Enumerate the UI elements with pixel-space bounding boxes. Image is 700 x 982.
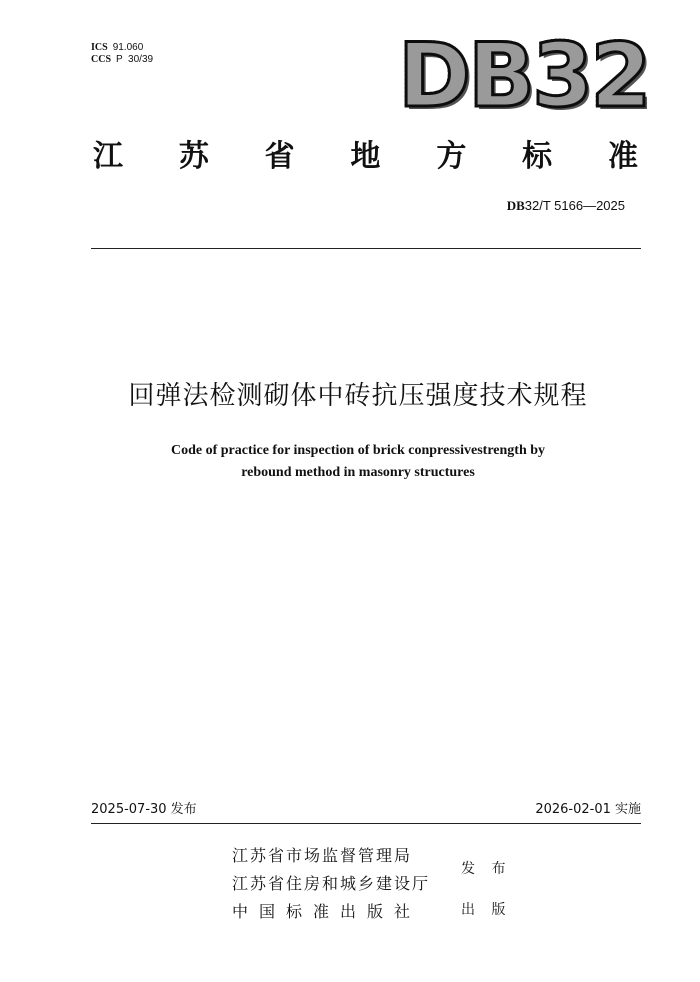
ccs-value: P 30/39 [116, 54, 154, 65]
standard-type-char: 准 [607, 139, 638, 174]
top-divider [91, 248, 641, 249]
implementation-date: 2026-02-01 实施 [535, 802, 641, 817]
standard-type-heading [93, 138, 638, 176]
standard-number-prefix: DB [506, 198, 525, 213]
standard-number-rest: 32/T 5166—2025 [524, 198, 625, 213]
standard-type-char: 标 [522, 139, 553, 174]
issue-date: 2025-07-30 发布 [91, 802, 197, 817]
publisher-name: 中国标准出版社 [232, 902, 422, 921]
bottom-divider [91, 823, 641, 824]
publish-label: 出 版 [461, 902, 512, 918]
standard-type-char: 江 [93, 139, 123, 174]
issuing-organizations [232, 842, 430, 926]
standard-type-char: 方 [436, 139, 467, 174]
ics-row [91, 42, 153, 54]
title-en-line-1: Code of practice for inspection of brick conpressivestrength by [170, 443, 546, 458]
standard-type-char: 苏 [178, 139, 209, 174]
standard-number [507, 198, 625, 214]
document-title-en [0, 440, 700, 484]
issuer-housing-construction: 江苏省住房和城乡建设厅 [232, 874, 431, 893]
classification-codes [91, 42, 153, 66]
standard-type-char: 省 [264, 139, 295, 174]
ics-value: 91.060 [112, 42, 144, 53]
issue-label: 发 布 [461, 861, 512, 877]
ics-label: ICS [91, 42, 108, 53]
title-en-line-2: rebound method in masonry structures [241, 465, 475, 480]
issuer-market-regulation: 江苏省市场监督管理局 [232, 846, 413, 865]
ccs-label: CCS [91, 54, 112, 65]
db32-logo: DB32 [398, 24, 649, 127]
document-title-cn: 回弹法检测砌体中砖抗压强度技术规程 [128, 381, 588, 411]
ccs-row [91, 54, 153, 66]
standard-type-char: 地 [350, 139, 381, 174]
